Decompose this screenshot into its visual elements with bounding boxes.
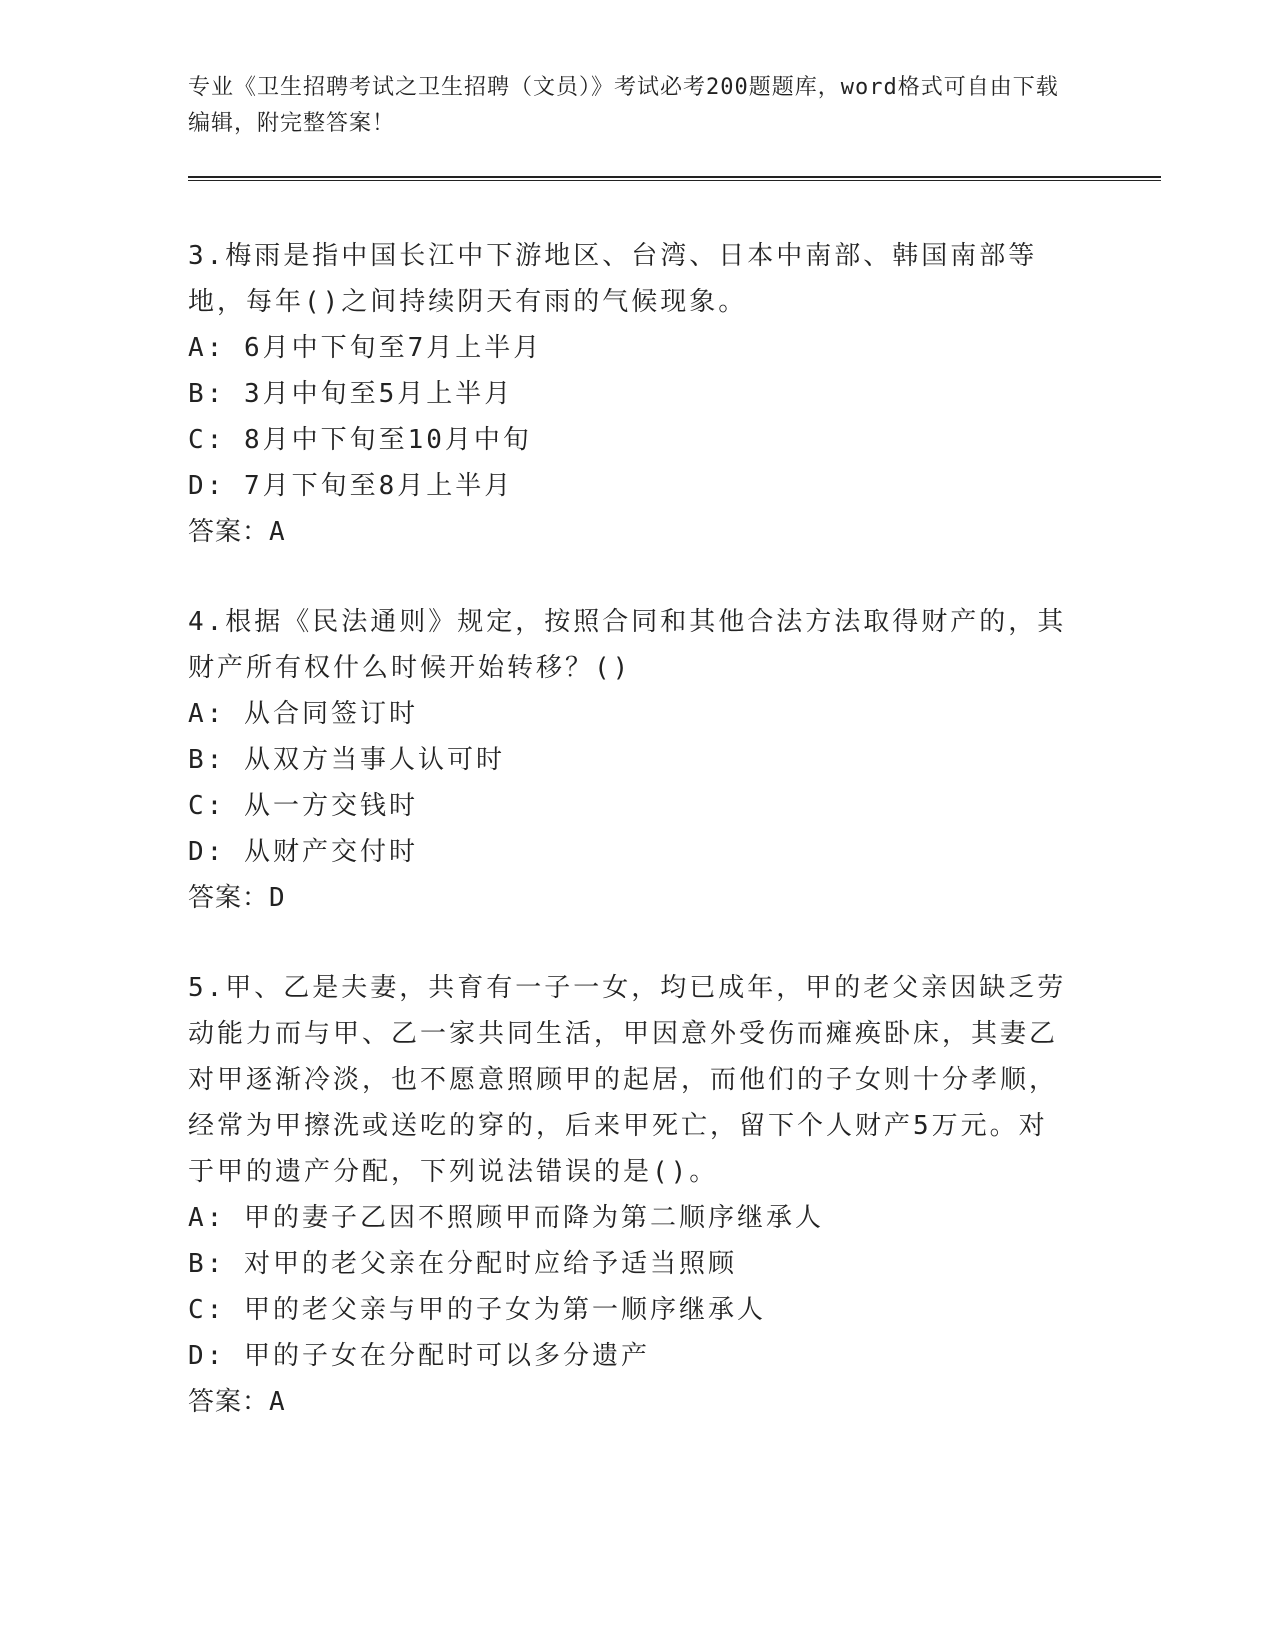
option-c: C: 从一方交钱时 [188, 791, 418, 821]
question-4 [188, 599, 1068, 921]
option-b: B: 从双方当事人认可时 [188, 745, 505, 775]
option-d: D: 7月下旬至8月上半月 [188, 471, 514, 501]
answer-line [188, 1379, 1068, 1425]
question-text: 3.梅雨是指中国长江中下游地区、台湾、日本中南部、韩国南部等地，每年()之间持续阴天有雨的气候现象。 [188, 241, 1038, 317]
option-b: B: 对甲的老父亲在分配时应给予适当照顾 [188, 1249, 737, 1279]
option-a: A: 甲的妻子乙因不照顾甲而降为第二顺序继承人 [188, 1203, 824, 1233]
option-c: C: 8月中下旬至10月中旬 [188, 425, 532, 455]
answer-value: A [269, 517, 286, 547]
document-header: 专业《卫生招聘考试之卫生招聘（文员）》考试必考200题题库，word格式可自由下载编辑，附完整答案！ [188, 75, 1059, 136]
question-text: 4.根据《民法通则》规定，按照合同和其他合法方法取得财产的，其财产所有权什么时候开始转移？() [188, 607, 1067, 683]
option-a: A: 从合同签订时 [188, 699, 418, 729]
answer-value: D [269, 883, 286, 913]
question-3 [188, 233, 1068, 555]
answer-line [188, 875, 1068, 921]
option-b: B: 3月中旬至5月上半月 [188, 379, 514, 409]
document-page [188, 0, 1088, 1417]
header-divider [188, 176, 1161, 181]
answer-label: 答案： [188, 517, 270, 547]
question-5 [188, 965, 1068, 1425]
option-d: D: 甲的子女在分配时可以多分遗产 [188, 1341, 650, 1371]
option-a: A: 6月中下旬至7月上半月 [188, 333, 543, 363]
answer-line [188, 509, 1068, 555]
answer-label: 答案： [188, 1387, 270, 1417]
option-d: D: 从财产交付时 [188, 837, 418, 867]
option-c: C: 甲的老父亲与甲的子女为第一顺序继承人 [188, 1295, 766, 1325]
answer-value: A [269, 1387, 286, 1417]
question-list [188, 233, 1068, 1469]
question-text: 5.甲、乙是夫妻，共育有一子一女，均已成年，甲的老父亲因缺乏劳动能力而与甲、乙一家共同生活，甲因意外受伤而瘫痪卧床，其妻乙对甲逐渐冷淡，也不愿意照顾甲的起居，而他们的子女则十分孝顺，经常为甲擦洗或送吃的穿的，后来甲死亡，留下个人财产5万元。对于甲的遗产分配，下列说法错误的是()。 [188, 973, 1067, 1187]
answer-label: 答案： [188, 883, 270, 913]
